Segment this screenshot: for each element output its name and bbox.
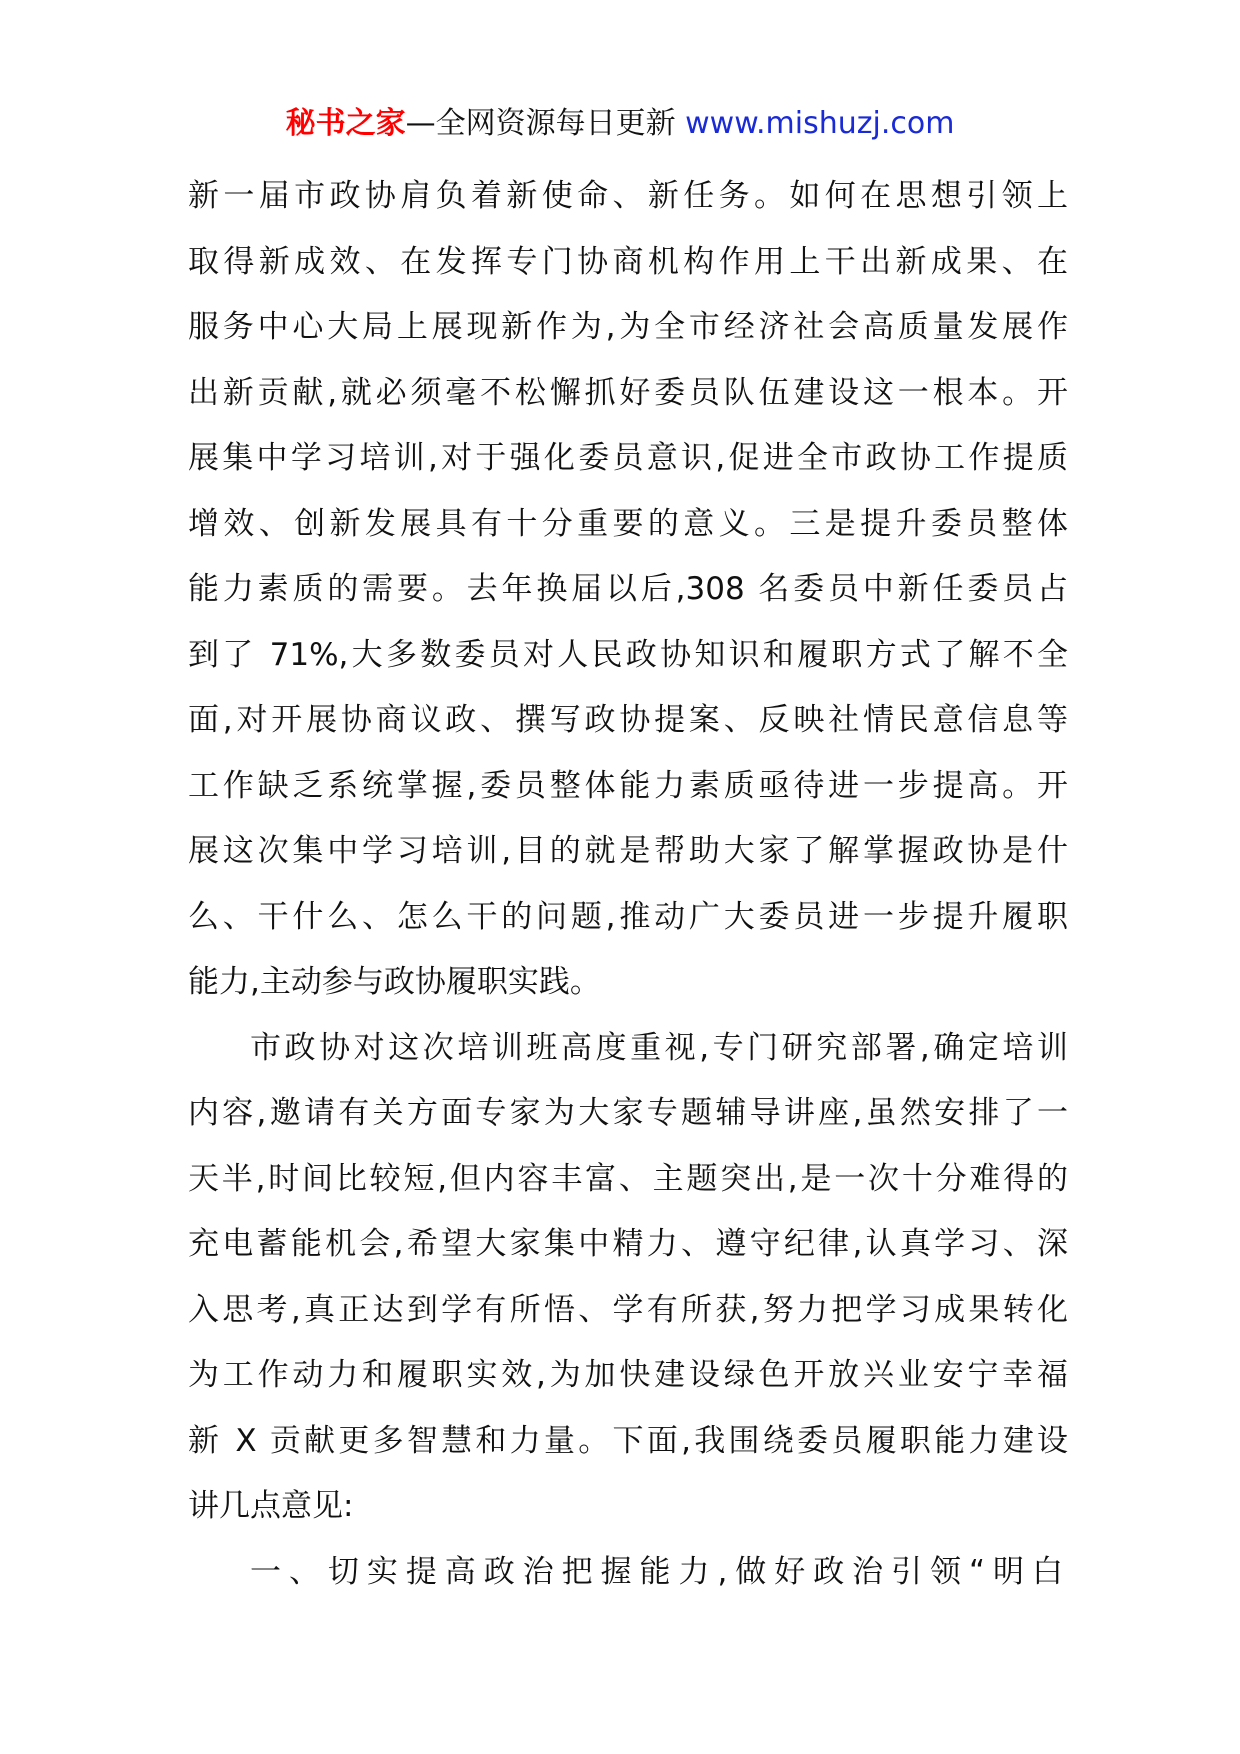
text-line: 能力素质的需要。去年换届以后,308 名委员中新任委员占	[188, 571, 1068, 607]
paragraph-start-line: 市政协对这次培训班高度重视,专门研究部署,确定培训	[250, 1029, 1068, 1066]
section-heading-line: 一、切实提高政治把握能力,做好政治引领“明白	[250, 1553, 1068, 1590]
document-body	[188, 164, 1068, 1605]
text-line: 服务中心大局上展现新作为,为全市经济社会高质量发展作	[188, 309, 1068, 345]
text-line: 天半,时间比较短,但内容丰富、主题突出,是一次十分难得的	[188, 1160, 1068, 1197]
text-line: 新一届市政协肩负着新使命、新任务。如何在思想引领上	[188, 178, 1068, 214]
text-line: 内容,邀请有关方面专家为大家专题辅导讲座,虽然安排了一	[188, 1095, 1068, 1131]
text-line: 工作缺乏系统掌握,委员整体能力素质亟待进一步提高。开	[188, 767, 1068, 804]
page-header	[0, 102, 1240, 146]
text-line: 展集中学习培训,对于强化委员意识,促进全市政协工作提质	[188, 440, 1068, 476]
text-line: 出新贡献,就必须毫不松懈抓好委员队伍建设这一根本。开	[188, 374, 1068, 411]
text-line: 到了 71%,大多数委员对人民政协知识和履职方式了解不全	[188, 636, 1068, 673]
paragraph-end-line: 能力,主动参与政协履职实践。	[188, 964, 601, 1000]
brand-name: 秘书之家	[285, 106, 406, 141]
text-line: 增效、创新发展具有十分重要的意义。三是提升委员整体	[188, 505, 1068, 542]
text-line: 面,对开展协商议政、撰写政协提案、反映社情民意信息等	[188, 702, 1068, 738]
site-url-link[interactable]: www.mishuzj.com	[685, 106, 955, 141]
text-line: 为工作动力和履职实效,为加快建设绿色开放兴业安宁幸福	[188, 1357, 1068, 1393]
text-line: 充电蓄能机会,希望大家集中精力、遵守纪律,认真学习、深	[188, 1226, 1068, 1262]
text-line: 取得新成效、在发挥专门协商机构作用上干出新成果、在	[188, 243, 1068, 280]
paragraph-end-line: 讲几点意见:	[188, 1488, 354, 1524]
text-line: 展这次集中学习培训,目的就是帮助大家了解掌握政协是什	[188, 833, 1068, 869]
text-line: 新 X 贡献更多智慧和力量。下面,我围绕委员履职能力建设	[188, 1422, 1068, 1459]
text-line: 入思考,真正达到学有所悟、学有所获,努力把学习成果转化	[188, 1291, 1068, 1328]
header-tagline: —全网资源每日更新	[405, 106, 676, 141]
text-line: 么、干什么、怎么干的问题,推动广大委员进一步提升履职	[188, 898, 1068, 935]
